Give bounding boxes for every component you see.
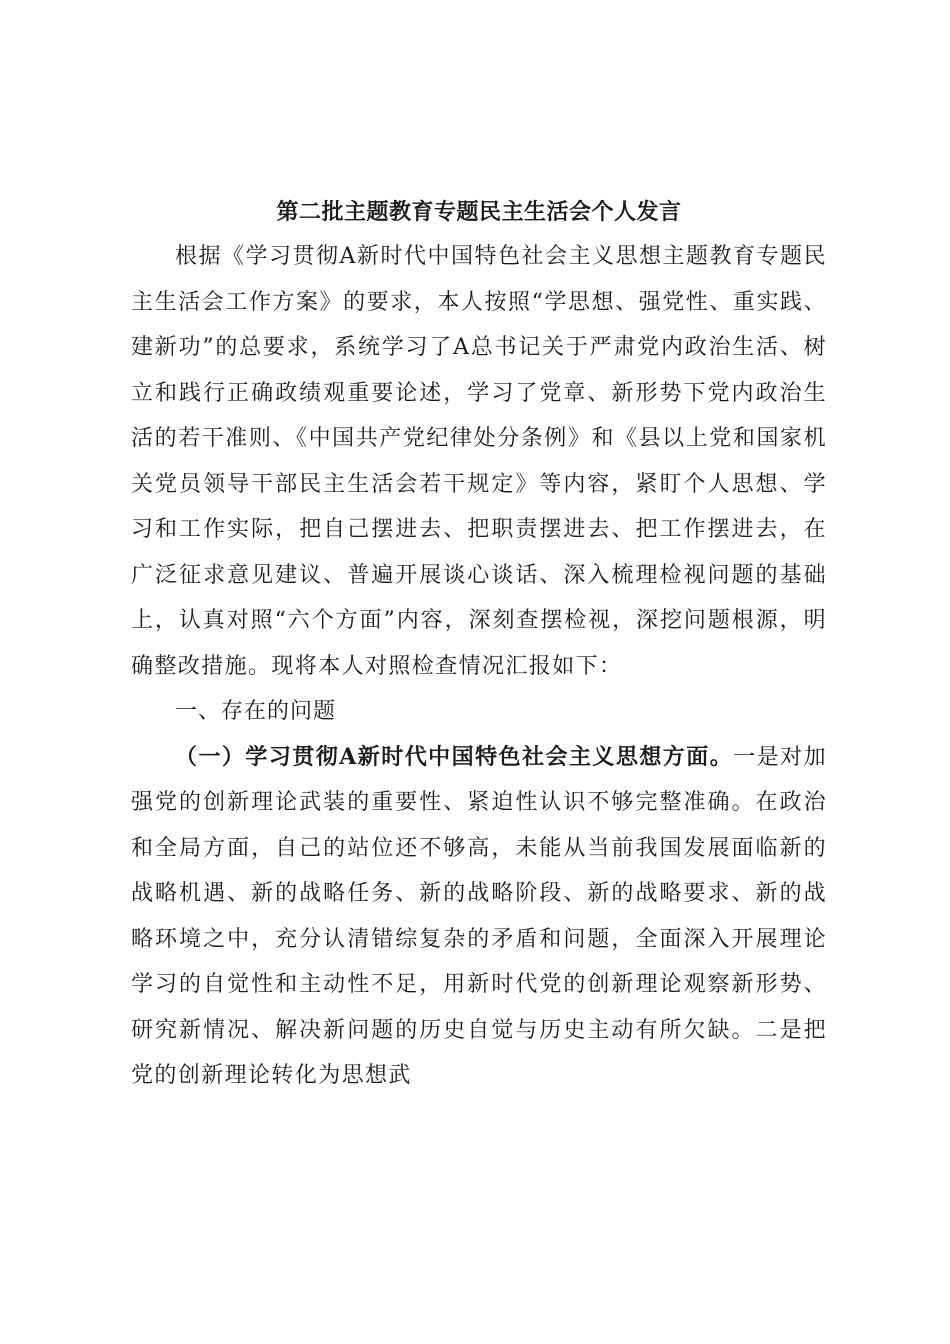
- intro-paragraph: 根据《学习贯彻A新时代中国特色社会主义思想主题教育专题民主生活会工作方案》的要求，本人按照“学思想、强党性、重实践、建新功”的总要求，系统学习了A总书记关于严肃党内政治生活、树立和践行正确政绩观重要论述，学习了党章、新形势下党内政治生活的若干准则、《中国共产党纪律处分条例》和《县以上党和国家机关党员领导干部民主生活会若干规定》等内容，紧盯个人思想、学习和工作实际，把自己摆进去、把职责摆进去、把工作摆进去，在广泛征求意见建议、普遍开展谈心谈话、深入梳理检视问题的基础上，认真对照“六个方面”内容，深刻查摆检视，深挖问题根源，明确整改措施。现将本人对照检查情况汇报如下：: [131, 244, 827, 679]
- section-heading-problems: 一、存在的问题: [175, 699, 337, 724]
- document-title: 第二批主题教育专题民主生活会个人发言: [276, 199, 682, 225]
- subsection-body: 一是对加强党的创新理论武装的重要性、紧迫性认识不够完整准确。在政治和全局方面，自己的站位还不够高，未能从当前我国发展面临新的战略机遇、新的战略任务、新的战略阶段、新的战略要求、新的战略环境之中，充分认清错综复杂的矛盾和问题，全面深入开展理论学习的自觉性和主动性不足，用新时代党的创新理论观察新形势、研究新情况、解决新问题的历史自觉与历史主动有所欠缺。二是把党的创新理论转化为思想武: [131, 744, 827, 1088]
- document-body: [131, 190, 827, 1099]
- subsection-paragraph: [131, 735, 827, 1099]
- subsection-heading: （一）学习贯彻A新时代中国特色社会主义思想方面。: [175, 743, 734, 770]
